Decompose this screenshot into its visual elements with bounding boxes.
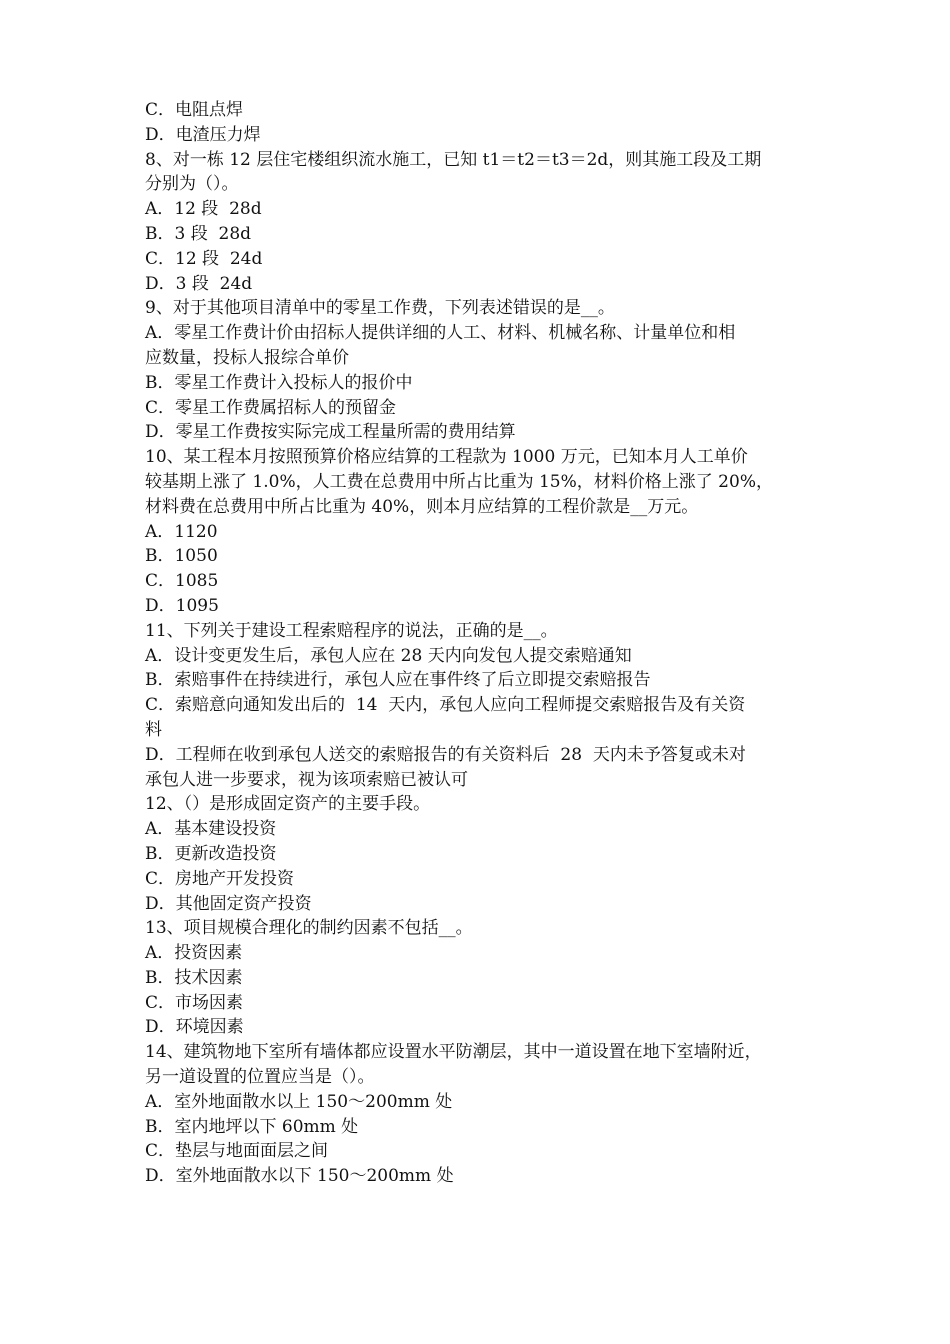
question-8-option-a: A．12 段 28d bbox=[145, 199, 262, 220]
question-8-option-b: B．3 段 28d bbox=[145, 223, 252, 244]
question-11-option-d: D．工程师在收到承包人送交的索赔报告的有关资料后 28 天内未予答复或未对 bbox=[145, 744, 746, 765]
question-9-option-b: B．零星工作费计入投标人的报价中 bbox=[145, 372, 413, 393]
question-14-option-a: A．室外地面散水以上 150～200mm 处 bbox=[145, 1091, 453, 1112]
question-13-option-d: D．环境因素 bbox=[145, 1017, 244, 1038]
question-9-text: 9、对于其他项目清单中的零星工作费，下列表述错误的是__。 bbox=[145, 298, 615, 319]
question-11-option-c-continued: 料 bbox=[145, 719, 162, 740]
question-12-option-d: D．其他固定资产投资 bbox=[145, 893, 312, 914]
question-12-text: 12、（）是形成固定资产的主要手段。 bbox=[145, 794, 431, 815]
question-8-text: 8、对一栋 12 层住宅楼组织流水施工，已知 t1＝t2＝t3＝2d，则其施工段及工期 bbox=[145, 149, 762, 170]
question-10-option-a: A．1120 bbox=[145, 521, 218, 542]
question-12-option-b: B．更新改造投资 bbox=[145, 843, 277, 864]
question-10-option-c: C．1085 bbox=[145, 571, 219, 592]
question-11-text: 11、下列关于建设工程索赔程序的说法，正确的是__。 bbox=[145, 620, 558, 641]
question-11-option-b: B．索赔事件在持续进行，承包人应在事件终了后立即提交索赔报告 bbox=[145, 670, 651, 691]
question-9-option-c: C．零星工作费属招标人的预留金 bbox=[145, 397, 397, 418]
question-13-option-b: B．技术因素 bbox=[145, 967, 243, 988]
document-page bbox=[145, 98, 813, 1189]
question-9-option-a: A．零星工作费计价由招标人提供详细的人工、材料、机械名称、计量单位和相 bbox=[145, 323, 736, 344]
question-14-option-c: C．垫层与地面面层之间 bbox=[145, 1141, 329, 1162]
question-14-text: 14、建筑物地下室所有墙体都应设置水平防潮层，其中一道设置在地下室墙附近， bbox=[145, 1042, 762, 1063]
question-10-text: 10、某工程本月按照预算价格应结算的工程款为 1000 万元，已知本月人工单价 bbox=[145, 447, 748, 468]
option-c-text: C．电阻点焊 bbox=[145, 100, 244, 120]
question-10-text-line-3: 材料费在总费用中所占比重为 40%，则本月应结算的工程价款是__万元。 bbox=[145, 496, 699, 517]
question-8-option-c: C．12 段 24d bbox=[145, 248, 263, 269]
question-13-text: 13、项目规模合理化的制约因素不包括__。 bbox=[145, 918, 473, 939]
question-12-option-c: C．房地产开发投资 bbox=[145, 868, 295, 889]
question-10-option-b: B．1050 bbox=[145, 546, 218, 567]
question-14-option-b: B．室内地坪以下 60mm 处 bbox=[145, 1116, 359, 1137]
question-12-option-a: A．基本建设投资 bbox=[145, 819, 277, 840]
question-11-option-c: C．索赔意向通知发出后的 14 天内，承包人应向工程师提交索赔报告及有关资 bbox=[145, 695, 746, 716]
question-9-option-d: D．零星工作费按实际完成工程量所需的费用结算 bbox=[145, 422, 516, 443]
option-d-text: D．电渣压力焊 bbox=[145, 124, 261, 145]
question-13-option-a: A．投资因素 bbox=[145, 943, 243, 964]
question-14-text-continued: 另一道设置的位置应当是（）。 bbox=[145, 1067, 375, 1088]
question-10-text-line-2: 较基期上涨了 1.0%，人工费在总费用中所占比重为 15%，材料价格上涨了 20%， bbox=[145, 471, 773, 492]
question-11-option-a: A．设计变更发生后，承包人应在 28 天内向发包人提交索赔通知 bbox=[145, 645, 632, 666]
question-8-text-continued: 分别为（）。 bbox=[145, 174, 239, 195]
question-10-option-d: D．1095 bbox=[145, 595, 219, 616]
question-14-option-d: D．室外地面散水以下 150～200mm 处 bbox=[145, 1166, 454, 1187]
question-11-option-d-continued: 承包人进一步要求，视为该项索赔已被认可 bbox=[145, 769, 468, 790]
question-8-option-d: D．3 段 24d bbox=[145, 273, 253, 294]
question-9-option-a-continued: 应数量，投标人报综合单价 bbox=[145, 347, 349, 368]
question-13-option-c: C．市场因素 bbox=[145, 992, 244, 1013]
